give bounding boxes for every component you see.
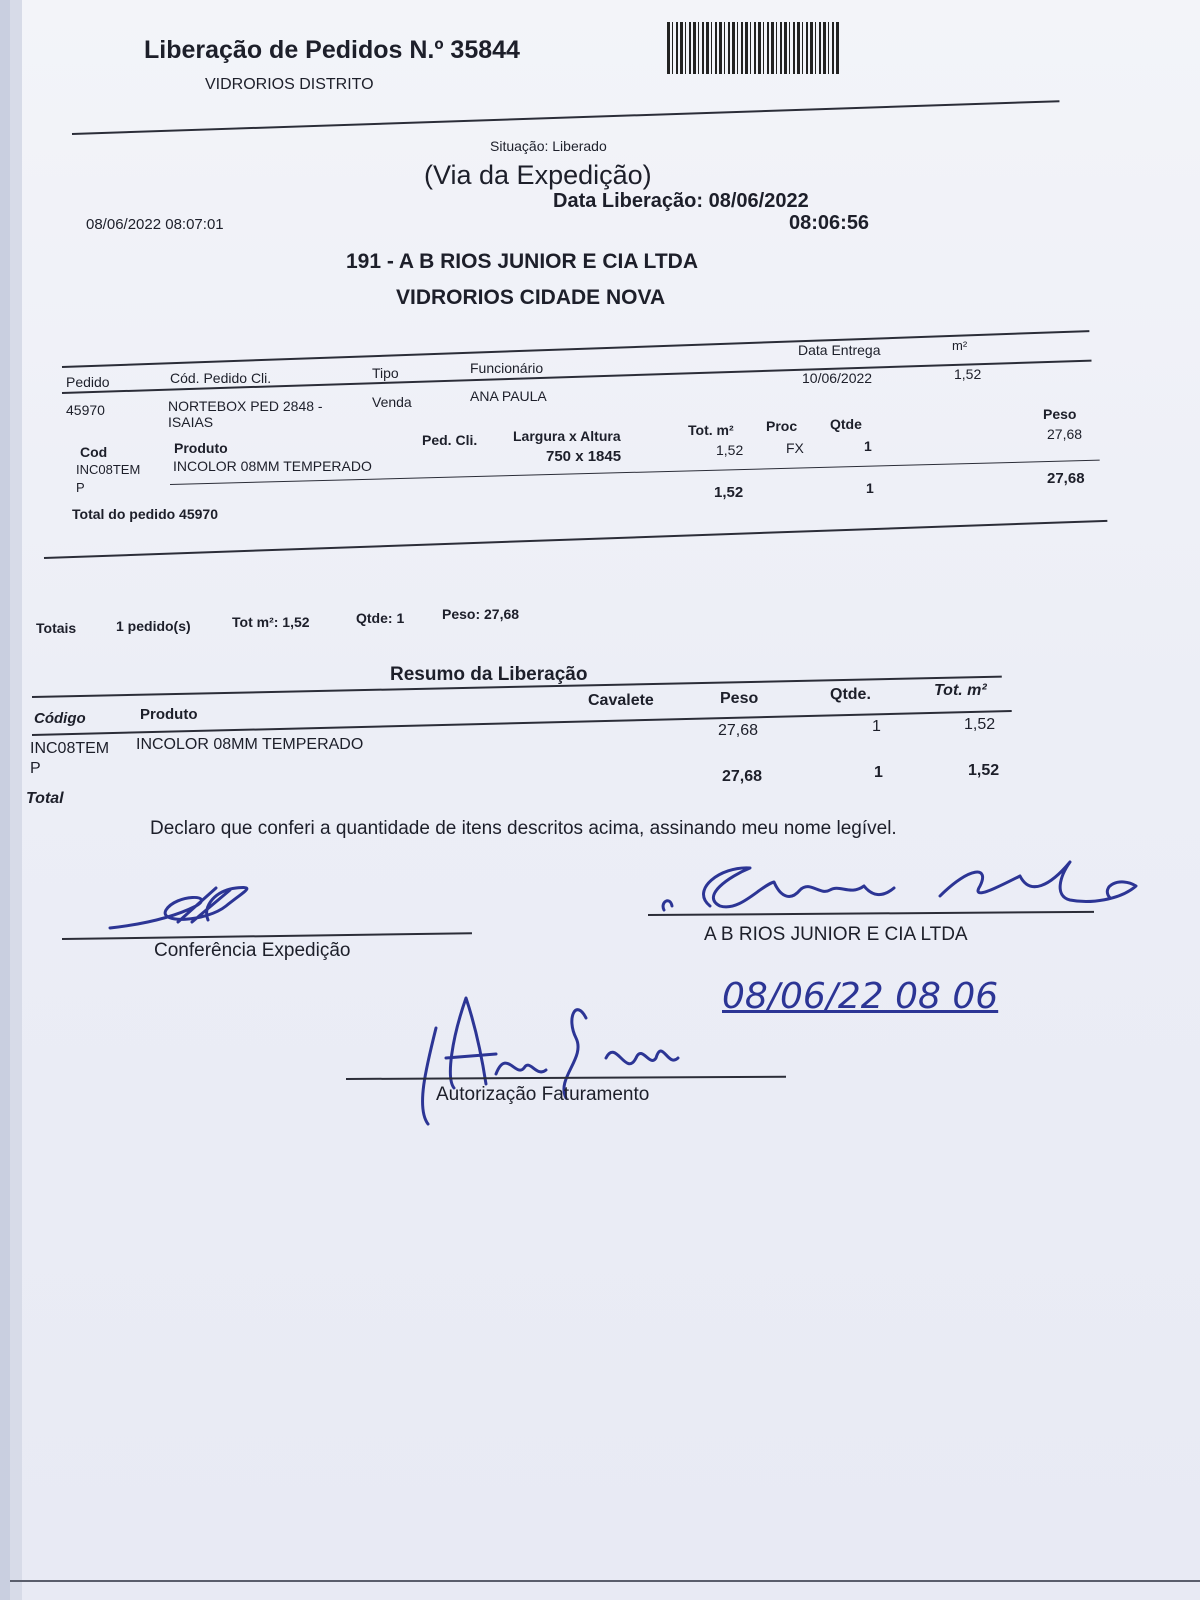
declaration-text: Declaro que conferi a quantidade de itens descritos acima, assinando meu nome legível. [150, 818, 897, 839]
barcode [667, 22, 839, 74]
item-tot-m2: 1,52 [716, 442, 744, 458]
subtotal-qtde: 1 [866, 480, 874, 496]
totals-peso: Peso: 27,68 [442, 606, 520, 622]
document-page [10, 0, 1200, 1600]
col-produto: Produto [174, 440, 228, 456]
col-proc: Proc [766, 418, 798, 434]
item-code: INC08TEM [76, 462, 141, 477]
paper-edge [10, 0, 22, 1600]
summary-col-codigo: Código [34, 710, 86, 727]
summary-total-tot-m2: 1,52 [968, 762, 1000, 779]
summary-item-code: INC08TEM [30, 740, 110, 757]
faturamento-label: Autorização Faturamento [436, 1084, 650, 1105]
summary-total-label: Total [26, 790, 64, 807]
expedicao-signature [106, 876, 276, 936]
order-type: Venda [372, 394, 412, 410]
summary-item-product: INCOLOR 08MM TEMPERADO [136, 736, 364, 753]
col-data-entrega: Data Entrega [798, 342, 881, 358]
col-ped-cli: Ped. Cli. [422, 432, 478, 448]
status-text: Situação: Liberado [490, 138, 607, 154]
handwritten-date: 08/06/22 08 06 [722, 976, 999, 1017]
summary-item-qtde: 1 [872, 718, 881, 735]
document-title: Liberação de Pedidos N.º 35844 [144, 36, 520, 64]
subtotal-peso: 27,68 [1047, 470, 1085, 487]
client-order-code: NORTEBOX PED 2848 - [168, 398, 323, 414]
summary-col-produto: Produto [140, 706, 198, 723]
item-qtde: 1 [864, 438, 872, 454]
via-label: (Via da Expedição) [424, 160, 652, 190]
col-cod: Cod [80, 444, 108, 460]
totals-label: Totais [36, 620, 77, 636]
item-code-cont: P [76, 480, 85, 495]
col-largura-altura: Largura x Altura [513, 428, 621, 444]
col-funcionario: Funcionário [470, 360, 544, 376]
order-table-bottom-rule [44, 520, 1107, 559]
totals-m2: Tot m²: 1,52 [232, 614, 310, 630]
col-tipo: Tipo [372, 365, 399, 381]
item-dimensions: 750 x 1845 [546, 448, 622, 465]
summary-title: Resumo da Liberação [390, 664, 588, 685]
page-bottom-edge [10, 1580, 1200, 1582]
order-number: 45970 [66, 402, 105, 418]
client-branch: VIDRORIOS CIDADE NOVA [396, 286, 666, 309]
summary-total-qtde: 1 [874, 764, 883, 781]
summary-col-qtde: Qtde. [830, 686, 871, 703]
totals-orders: 1 pedido(s) [116, 618, 191, 634]
summary-item-tot-m2: 1,52 [964, 716, 996, 733]
summary-col-cavalete: Cavalete [588, 692, 654, 709]
order-m2: 1,52 [954, 366, 982, 382]
print-datetime: 08/06/2022 08:07:01 [86, 216, 224, 233]
faturamento-signature [406, 988, 706, 1138]
col-pedido: Pedido [66, 374, 110, 390]
item-product: INCOLOR 08MM TEMPERADO [173, 458, 372, 474]
summary-col-tot-m2: Tot. m² [934, 682, 987, 699]
summary-item-peso: 27,68 [718, 722, 759, 739]
order-total-label: Total do pedido 45970 [72, 506, 218, 522]
col-peso: Peso [1043, 406, 1077, 422]
summary-total-peso: 27,68 [722, 768, 763, 785]
header-divider [72, 100, 1060, 135]
col-cod-pedido-cli: Cód. Pedido Cli. [170, 370, 272, 386]
delivery-date: 10/06/2022 [802, 370, 873, 386]
col-qtde: Qtde [830, 416, 862, 432]
expedicao-label: Conferência Expedição [154, 940, 351, 961]
company-name: VIDRORIOS DISTRITO [205, 76, 374, 93]
item-peso: 27,68 [1047, 426, 1083, 442]
employee-name: ANA PAULA [470, 388, 547, 404]
subtotal-m2: 1,52 [714, 484, 744, 501]
client-name: 191 - A B RIOS JUNIOR E CIA LTDA [346, 250, 698, 273]
summary-item-code-cont: P [30, 760, 41, 777]
client-order-code-cont: ISAIAS [168, 414, 214, 430]
summary-col-peso: Peso [720, 690, 759, 707]
release-date: Data Liberação: 08/06/2022 [553, 190, 809, 212]
client-signature-label: A B RIOS JUNIOR E CIA LTDA [704, 924, 968, 945]
col-m2: m² [952, 338, 968, 353]
totals-qtde: Qtde: 1 [356, 610, 405, 626]
release-time: 08:06:56 [789, 212, 870, 234]
order-table-top-rule [62, 330, 1089, 368]
item-proc: FX [786, 440, 804, 456]
col-tot-m2: Tot. m² [688, 422, 734, 438]
